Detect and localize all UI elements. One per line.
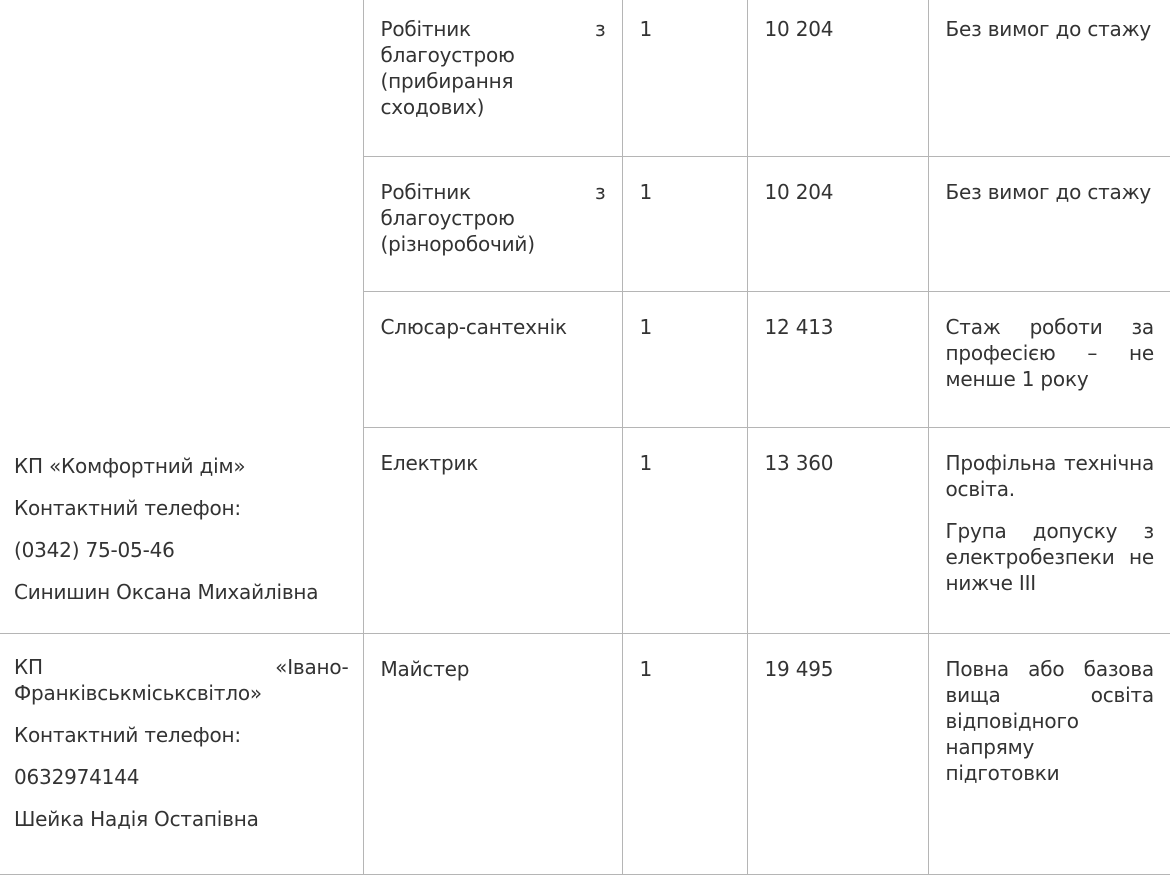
- count-cell: [622, 0, 747, 157]
- requirements-text: [946, 292, 1155, 392]
- count-cell: [622, 292, 747, 428]
- organization-info: [14, 453, 349, 633]
- requirement-line: Повна або базова вища освіта відповідного напряму підготовки: [945, 657, 1154, 785]
- count-cell: [622, 428, 747, 634]
- vacancy-count: 1: [639, 17, 653, 41]
- requirement-line: Профільна технічна освіта.: [945, 451, 1154, 501]
- requirements-cell: [928, 292, 1170, 428]
- requirements-text: [946, 157, 1155, 205]
- position-name: Робітник з благоустрою (прибирання сходових): [380, 17, 606, 119]
- vacancy-count: 1: [639, 451, 653, 475]
- requirements-text: [946, 428, 1155, 596]
- salary-cell: [747, 0, 928, 157]
- position-name: Слюсар-сантехнік: [380, 315, 567, 339]
- requirements-cell: [928, 157, 1170, 292]
- vacancy-count: 1: [639, 657, 653, 681]
- position-cell: [363, 634, 622, 875]
- position-cell: [363, 157, 622, 292]
- phone-label: Контактний телефон:: [14, 496, 241, 520]
- requirements-cell: [928, 634, 1170, 875]
- requirement-line: Група допуску з електробезпеки не нижче ІІІ: [945, 519, 1154, 595]
- vacancy-count: 1: [639, 315, 653, 339]
- phone-label: Контактний телефон:: [14, 723, 241, 747]
- organization-cell: [0, 634, 363, 875]
- requirements-cell: [928, 428, 1170, 634]
- salary-cell: [747, 157, 928, 292]
- salary-value: 13 360: [764, 451, 834, 475]
- salary-cell: [747, 634, 928, 875]
- salary-value: 12 413: [764, 315, 834, 339]
- position-cell: [363, 292, 622, 428]
- organization-name: КП «Комфортний дім»: [14, 454, 246, 478]
- salary-value: 19 495: [764, 657, 834, 681]
- requirement-line: Без вимог до стажу: [945, 17, 1152, 41]
- salary-cell: [747, 428, 928, 634]
- contact-person: Шейка Надія Остапівна: [14, 807, 259, 831]
- organization-info: [14, 634, 349, 860]
- position-cell: [363, 0, 622, 157]
- organization-name: КП «Івано-Франківськміськсвітло»: [14, 655, 349, 705]
- count-cell: [622, 157, 747, 292]
- count-cell: [622, 634, 747, 875]
- requirement-line: Стаж роботи за професією – не менше 1 року: [945, 315, 1154, 391]
- salary-value: 10 204: [764, 17, 834, 41]
- vacancy-count: 1: [639, 180, 653, 204]
- position-name: Електрик: [380, 451, 479, 475]
- requirement-line: Без вимог до стажу: [945, 180, 1152, 204]
- requirements-text: [946, 0, 1155, 42]
- position-name: Майстер: [380, 657, 470, 681]
- position-cell: [363, 428, 622, 634]
- position-name: Робітник з благоустрою (різноробочий): [380, 180, 606, 256]
- phone-number: (0342) 75-05-46: [14, 538, 175, 562]
- organization-cell: [0, 0, 363, 634]
- table-row: [0, 634, 1170, 875]
- salary-value: 10 204: [764, 180, 834, 204]
- requirements-cell: [928, 0, 1170, 157]
- phone-number: 0632974144: [14, 765, 140, 789]
- contact-person: Синишин Оксана Михайлівна: [14, 580, 319, 604]
- salary-cell: [747, 292, 928, 428]
- table-row: [0, 0, 1170, 157]
- requirements-text: [946, 634, 1155, 786]
